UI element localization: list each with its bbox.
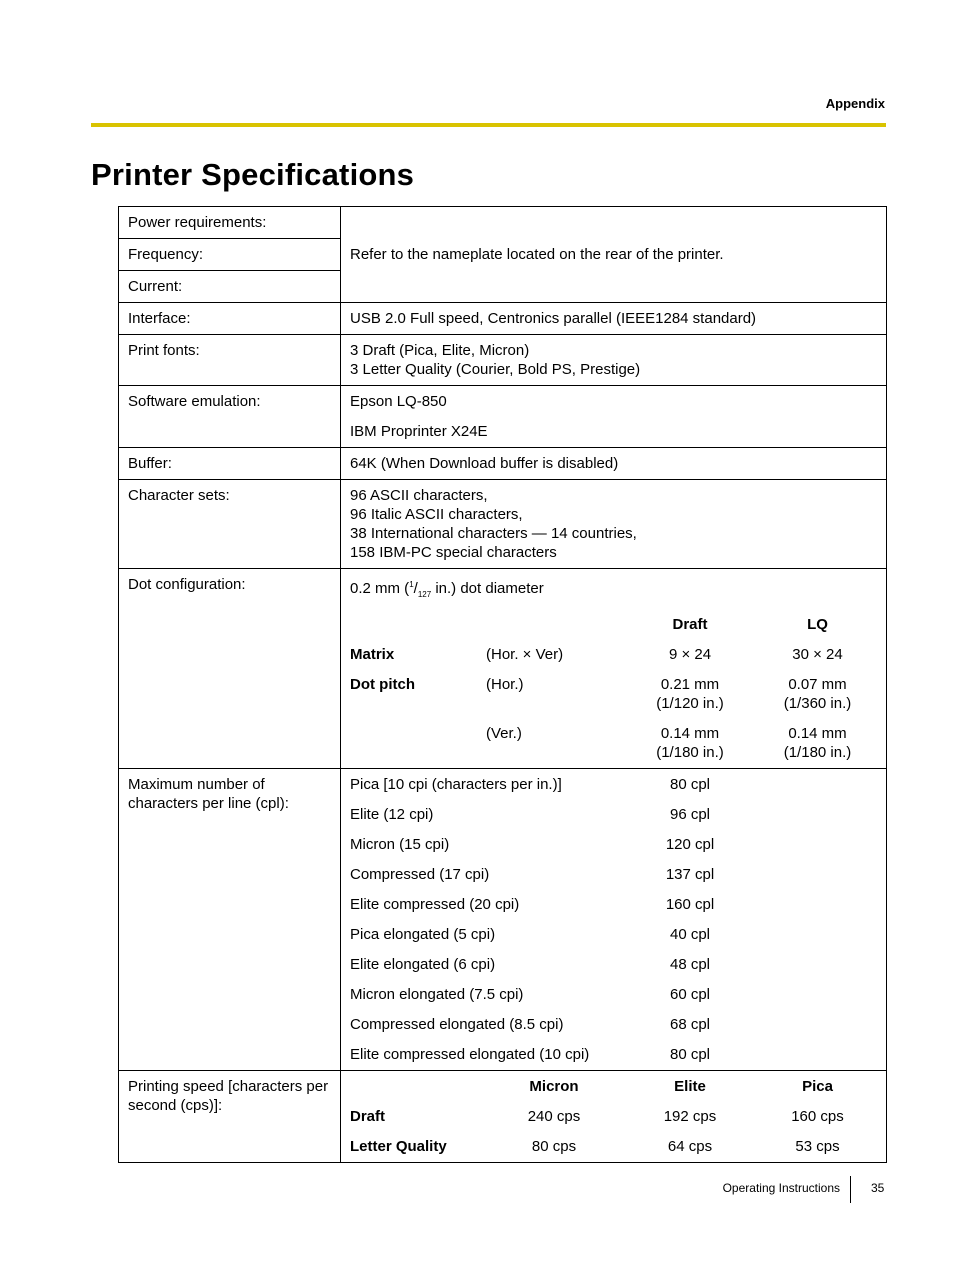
dot-pitch-ver-lq <box>758 713 877 762</box>
cpl-mode: Elite compressed elongated (10 cpi) <box>350 1046 590 1063</box>
cpl-row <box>350 854 877 884</box>
cpl-row <box>350 1034 877 1064</box>
spec-row-cpl <box>119 769 887 1071</box>
dot-matrix-draft: 9 × 24 <box>668 646 712 663</box>
cpl-value: 80 cpl <box>669 1046 711 1063</box>
dot-diameter-post: in.) dot diameter <box>431 580 544 597</box>
cpl-value: 48 cpl <box>669 956 711 973</box>
spec-label-speed: Printing speed [characters per second (cps)]: <box>119 1071 341 1163</box>
speed-draft-elite: 192 cps <box>663 1108 717 1125</box>
dot-pitch-hor-lq-mm: 0.07 mm <box>788 676 847 693</box>
dot-frac-num: 1 <box>409 580 414 589</box>
cpl-mode: Pica elongated (5 cpi) <box>350 926 496 943</box>
spec-value-charsets <box>341 480 887 569</box>
dot-col-lq: LQ <box>807 616 828 633</box>
spec-row-dot <box>119 569 887 769</box>
dot-pitch-hor-draft <box>622 664 758 713</box>
speed-draft-pica: 160 cps <box>791 1108 844 1125</box>
dot-pitch-hor-dir: (Hor.) <box>486 676 524 693</box>
fonts-line: 3 Draft (Pica, Elite, Micron) <box>350 342 530 359</box>
cpl-value: 96 cpl <box>669 806 711 823</box>
cpl-mode: Compressed elongated (8.5 cpi) <box>350 1016 564 1033</box>
cpl-row <box>350 884 877 914</box>
dot-pitch-hor-lq-in: (1/360 in.) <box>783 695 852 712</box>
dot-pitch-hor-draft-mm: 0.21 mm <box>660 676 720 693</box>
section-label: Appendix <box>825 96 885 111</box>
cpl-value: 68 cpl <box>669 1016 711 1033</box>
charset-line: 38 International characters — 14 countries, <box>350 525 637 542</box>
spec-row-emulation <box>119 386 887 448</box>
dot-col-draft: Draft <box>672 616 708 633</box>
spec-label-fonts: Print fonts: <box>119 335 341 386</box>
spec-row-charsets <box>119 480 887 569</box>
dot-pitch-label: Dot pitch <box>350 676 415 693</box>
footer-doc-name: Operating Instructions <box>722 1181 840 1195</box>
cpl-row <box>350 1004 877 1034</box>
speed-lq-label: Letter Quality <box>350 1138 447 1155</box>
dot-pitch-ver-draft-mm: 0.14 mm <box>660 725 720 742</box>
dot-pitch-ver-draft <box>622 713 758 762</box>
cpl-mode: Elite compressed (20 cpi) <box>350 896 520 913</box>
spec-label-dot: Dot configuration: <box>119 569 341 769</box>
spec-value-speed <box>341 1071 887 1163</box>
speed-draft-micron: 240 cps <box>527 1108 581 1125</box>
fonts-line: 3 Letter Quality (Courier, Bold PS, Prestige) <box>350 361 641 378</box>
page-title: Printer Specifications <box>91 157 415 192</box>
spec-label-current: Current: <box>119 271 341 303</box>
spec-row-interface <box>119 303 887 335</box>
spec-row-speed <box>119 1071 887 1163</box>
spec-label-charsets: Character sets: <box>119 480 341 569</box>
cpl-value: 80 cpl <box>669 776 711 793</box>
dot-matrix-dir: (Hor. × Ver) <box>486 646 564 663</box>
cpl-mode: Pica [10 cpi (characters per in.)] <box>350 776 562 793</box>
spec-value-dot <box>341 569 887 769</box>
cpl-row <box>350 794 877 824</box>
speed-col-elite: Elite <box>674 1078 706 1095</box>
spec-value-cpl <box>341 769 887 1071</box>
cpl-mode: Micron (15 cpi) <box>350 836 450 853</box>
cpl-table <box>350 775 877 1064</box>
dot-diameter-pre: 0.2 mm ( <box>350 580 410 597</box>
cpl-mode: Elite (12 cpi) <box>350 806 434 823</box>
dot-pitch-ver-draft-in: (1/180 in.) <box>656 744 724 761</box>
dot-matrix-label: Matrix <box>350 646 395 663</box>
charset-line: 96 ASCII characters, <box>350 487 488 504</box>
spec-row-fonts <box>119 335 887 386</box>
spec-value-power: Refer to the nameplate located on the rear of the printer. <box>341 207 887 303</box>
cpl-row <box>350 775 877 794</box>
spec-label-frequency: Frequency: <box>119 239 341 271</box>
cpl-mode: Compressed (17 cpi) <box>350 866 490 883</box>
speed-lq-elite: 64 cps <box>667 1138 713 1155</box>
charset-line: 158 IBM-PC special characters <box>350 544 557 561</box>
spec-label-interface: Interface: <box>119 303 341 335</box>
charset-line: 96 Italic ASCII characters, <box>350 506 523 523</box>
spec-row-power <box>119 207 887 239</box>
spec-value-fonts <box>341 335 887 386</box>
spec-label-buffer: Buffer: <box>119 448 341 480</box>
dot-pitch-ver-dir: (Ver.) <box>486 725 522 742</box>
dot-pitch-hor-draft-in: (1/120 in.) <box>656 695 724 712</box>
dot-table <box>350 575 877 762</box>
speed-table <box>350 1077 877 1156</box>
dot-matrix-lq: 30 × 24 <box>792 646 843 663</box>
cpl-row <box>350 944 877 974</box>
speed-lq-pica: 53 cps <box>795 1138 840 1155</box>
spec-label-emulation: Software emulation: <box>119 386 341 448</box>
cpl-value: 137 cpl <box>665 866 715 883</box>
spec-table <box>118 206 887 1163</box>
header-rule <box>91 123 886 127</box>
cpl-row <box>350 824 877 854</box>
spec-value-buffer: 64K (When Download buffer is disabled) <box>341 448 887 480</box>
speed-col-pica: Pica <box>802 1078 833 1095</box>
cpl-value: 60 cpl <box>669 986 711 1003</box>
spec-label-power: Power requirements: <box>119 207 341 239</box>
speed-lq-micron: 80 cps <box>531 1138 577 1155</box>
cpl-mode: Micron elongated (7.5 cpi) <box>350 986 524 1003</box>
dot-pitch-ver-lq-in: (1/180 in.) <box>783 744 852 761</box>
spec-label-cpl: Maximum number of characters per line (cpl): <box>119 769 341 1071</box>
cpl-row <box>350 914 877 944</box>
spec-value-emulation <box>341 386 887 448</box>
cpl-value: 120 cpl <box>665 836 715 853</box>
spec-value-interface: USB 2.0 Full speed, Centronics parallel (IEEE1284 standard) <box>341 303 887 335</box>
cpl-mode: Elite elongated (6 cpi) <box>350 956 496 973</box>
dot-frac-den: 127 <box>417 590 432 599</box>
spec-row-buffer <box>119 448 887 480</box>
footer-separator <box>850 1176 851 1203</box>
dot-diameter: 0.2 mm ($^1/_{127}$ in.) dot diameter <box>350 580 544 599</box>
cpl-value: 40 cpl <box>669 926 711 943</box>
cpl-row <box>350 974 877 1004</box>
emulation-line: Epson LQ-850 <box>350 393 447 410</box>
dot-pitch-hor-lq <box>758 664 877 713</box>
speed-draft-label: Draft <box>350 1108 386 1125</box>
emulation-line: IBM Proprinter X24E <box>350 423 488 440</box>
cpl-value: 160 cpl <box>665 896 715 913</box>
dot-pitch-ver-lq-mm: 0.14 mm <box>788 725 847 742</box>
speed-col-micron: Micron <box>529 1078 579 1095</box>
footer-page-number: 35 <box>871 1181 885 1195</box>
